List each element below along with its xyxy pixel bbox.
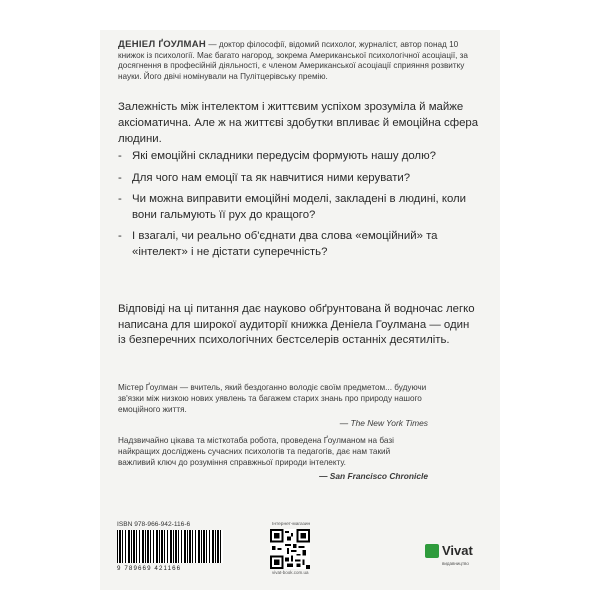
barcode-digits: 9 789669 421166 [117,565,182,572]
author-bio [118,40,480,82]
review-text: Надзвичайно цікава та місткотаба робота, проведена Ґоулманом на базі найкращих досліджень сучасних психологів та педагогів, дає нам такий важливий ключ до розуміння справжньої природи інтелекту. [118,436,394,467]
list-item [118,229,480,260]
bullet-mark: - [118,193,122,205]
isbn-label: ISBN 978-966-942-116-6 [117,521,191,528]
review-source: — San Francisco Chronicle [319,471,428,481]
question-text: Чи можна виправити емоційні моделі, закладені в людині, коли вони гальмують її рух до кращого? [132,193,467,221]
review-quote [118,435,428,482]
review-text: Містер Ґоулман — вчитель, який бездоганно володіє своїм предметом... будуючи зв'язки між низкою нових уявлень та багажем старих знань про природу нашого емоційного життя. [118,383,427,414]
bullet-mark: - [118,150,122,162]
list-item [118,149,480,165]
question-text: І взагалі, чи реально об'єднати два слова «емоційний» та «інтелект» і не дістати суперечність? [132,230,438,258]
list-item [118,192,480,223]
qr-label: Інтернет-магазин [272,522,311,527]
barcode-image [117,530,223,563]
publisher-subtitle: видавництво [442,561,469,566]
qr-caption: vivat-book.com.ua [272,570,309,575]
review-quote [118,382,428,429]
question-list [118,149,480,266]
review-source: — The New York Times [339,418,428,428]
publisher-logo [425,544,477,572]
question-text: Які емоційні складники передусім формують нашу долю? [132,150,436,162]
qr-code-icon[interactable] [270,529,310,569]
bullet-mark: - [118,171,122,184]
list-item [118,171,480,187]
closing-paragraph: Відповіді на ці питання дає науково обґрунтована й водночас легко написана для широкої аудиторії книжка Деніела Гоулмана — один із безперечних психологічних бестселерів останніх десятиліть. [118,303,475,346]
question-text: Для чого нам емоції та як навчитися ними керувати? [132,171,411,184]
vivat-logo-icon [425,544,439,558]
author-bio-text: — доктор філософії, відомий психолог, журналіст, автор понад 10 книжок із психології. Має багато нагород, зокрема Американської психологічної асоціації, за досягнення в професійній діяльності, є членом Американської асоціації сприяння розвитку науки. Його двічі номінували на Пулітцерівську премію. [118,40,468,81]
intro-paragraph: Залежність між інтелектом і життєвим успіхом зрозуміла й майже аксіоматична. Але ж на життєві здобутки впливає й емоційна сфера людини. [118,101,479,145]
author-name: ДЕНІЕЛ ҐОУЛМАН [118,39,207,50]
publisher-name: Vivat [442,543,473,558]
bullet-mark: - [118,230,122,242]
